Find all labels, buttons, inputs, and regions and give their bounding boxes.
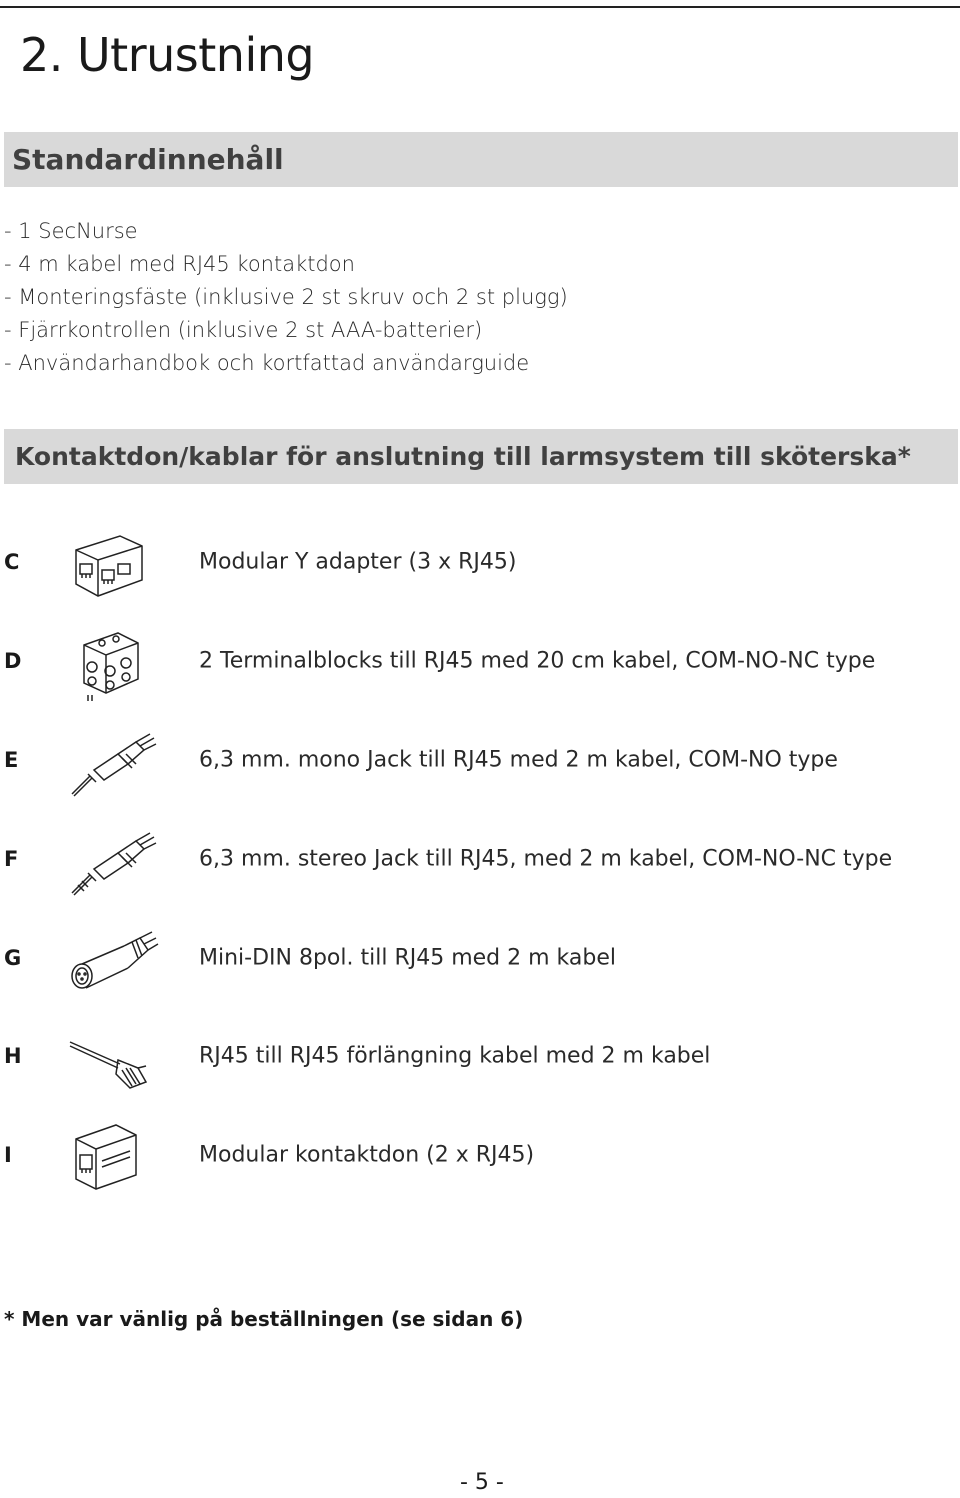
connector-description: Modular kontaktdon (2 x RJ45) bbox=[199, 1142, 535, 1168]
connector-letter: E bbox=[4, 748, 19, 772]
page-number: - 5 - bbox=[460, 1470, 504, 1495]
top-rule bbox=[0, 6, 960, 8]
standard-list bbox=[4, 215, 568, 380]
list-item: - Fjärrkontrollen (inklusive 2 st AAA-batterier) bbox=[4, 318, 483, 342]
connector-letter: D bbox=[4, 649, 22, 673]
connectors-heading-band bbox=[4, 429, 958, 484]
connector-letter: I bbox=[4, 1143, 12, 1167]
page-title: 2. Utrustning bbox=[20, 28, 315, 82]
stereo-jack-icon bbox=[62, 819, 162, 899]
connector-description: 6,3 mm. stereo Jack till RJ45, med 2 m kabel, COM-NO-NC type bbox=[199, 846, 893, 872]
standard-heading: Standardinnehåll bbox=[12, 143, 284, 176]
connectors-heading: Kontaktdon/kablar för anslutning till larmsystem till sköterska* bbox=[15, 442, 911, 471]
footnote: * Men var vänlig på beställningen (se sidan 6) bbox=[4, 1307, 524, 1331]
connector-letter: H bbox=[4, 1044, 22, 1068]
modular-coupler-icon bbox=[62, 1115, 162, 1195]
connector-letter: F bbox=[4, 847, 19, 871]
mono-jack-icon bbox=[62, 720, 162, 800]
rj45-cable-icon bbox=[62, 1016, 162, 1096]
connector-row-c bbox=[0, 522, 960, 602]
connector-letter: C bbox=[4, 550, 20, 574]
modular-y-adapter-icon bbox=[62, 522, 162, 602]
connector-row-e bbox=[0, 720, 960, 800]
connector-description: Mini-DIN 8pol. till RJ45 med 2 m kabel bbox=[199, 945, 616, 971]
connector-description: RJ45 till RJ45 förlängning kabel med 2 m kabel bbox=[199, 1043, 711, 1069]
connector-row-d bbox=[0, 621, 960, 701]
list-item: - 4 m kabel med RJ45 kontaktdon bbox=[4, 252, 355, 276]
connector-row-f bbox=[0, 819, 960, 899]
connector-description: 6,3 mm. mono Jack till RJ45 med 2 m kabel, COM-NO type bbox=[199, 747, 838, 773]
mini-din-icon bbox=[62, 918, 162, 998]
standard-heading-band bbox=[4, 132, 958, 187]
connector-description: Modular Y adapter (3 x RJ45) bbox=[199, 549, 517, 575]
list-item: - 1 SecNurse bbox=[4, 219, 138, 243]
connector-letter: G bbox=[4, 946, 22, 970]
connector-row-g bbox=[0, 918, 960, 998]
list-item: - Monteringsfäste (inklusive 2 st skruv och 2 st plugg) bbox=[4, 285, 568, 309]
list-item: - Användarhandbok och kortfattad användarguide bbox=[4, 351, 530, 375]
connector-row-i bbox=[0, 1115, 960, 1195]
terminal-block-icon bbox=[62, 621, 162, 701]
connector-row-h bbox=[0, 1016, 960, 1096]
connector-description: 2 Terminalblocks till RJ45 med 20 cm kabel, COM-NO-NC type bbox=[199, 648, 876, 674]
